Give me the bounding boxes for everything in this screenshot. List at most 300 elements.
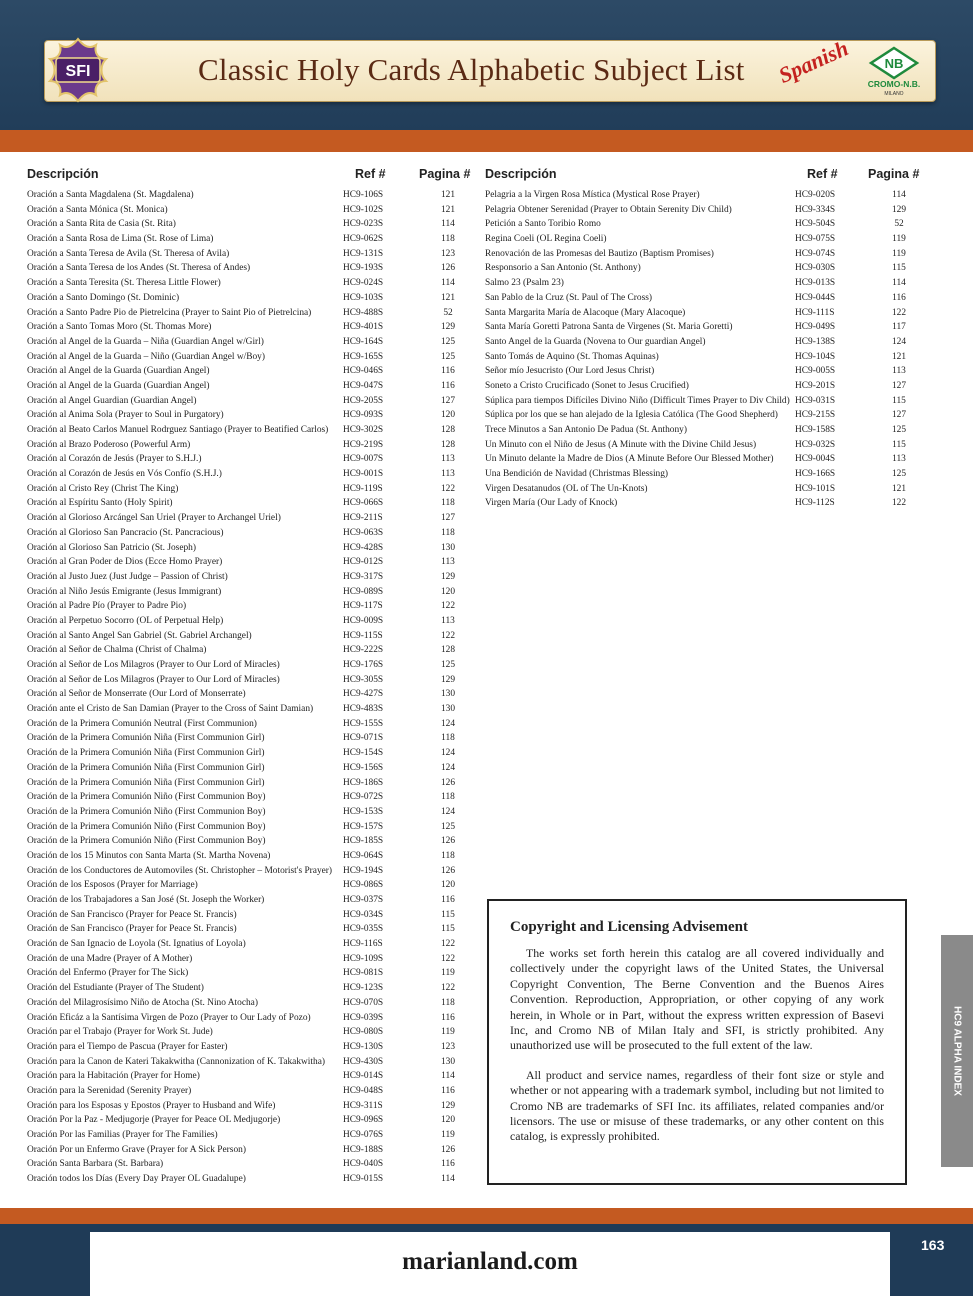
item-description: Soneto a Cristo Crucificado (Sonet to Jesus Crucified) [485,380,689,391]
item-page-number: 122 [440,483,456,494]
item-ref-number: HC9-305S [343,674,384,685]
item-ref-number: HC9-071S [343,733,384,744]
item-page-number: 128 [440,439,456,450]
item-ref-number: HC9-047S [343,380,384,391]
list-item [27,528,467,543]
item-ref-number: HC9-201S [795,380,836,391]
item-page-number: 113 [441,469,455,480]
item-ref-number: HC9-428S [343,542,384,553]
left-col-ref-header: Ref # [355,167,386,181]
item-description: Santa María Goretti Patrona Santa de Virgenes (St. Maria Goretti) [485,322,733,333]
list-item [27,1145,467,1160]
item-description: Oración al Señor de Chalma (Christ of Chalma) [27,645,207,656]
list-item [485,337,915,352]
item-ref-number: HC9-123S [343,983,384,994]
item-description: Santa Margarita María de Alacoque (Mary Alacoque) [485,307,686,318]
item-page-number: 113 [441,454,455,465]
item-page-number: 120 [440,410,456,421]
item-description: Una Bendición de Navidad (Christmas Blessing) [485,469,669,480]
item-page-number: 125 [440,660,456,670]
list-item [27,337,467,352]
item-ref-number: HC9-166S [795,469,836,480]
item-ref-number: HC9-111S [795,307,835,318]
list-item [27,1027,467,1042]
item-page-number: 127 [440,395,456,406]
left-subject-list [27,190,467,1189]
item-ref-number: HC9-072S [343,792,384,803]
item-ref-number: HC9-401S [343,322,384,333]
item-ref-number: HC9-070S [343,997,384,1008]
item-page-number: 116 [441,1085,455,1096]
list-item [27,205,467,220]
item-page-number: 126 [440,263,456,274]
list-item [485,469,915,484]
item-description: Oración de la Primera Comunión Niño (First Communion Boy) [27,792,266,803]
item-page-number: 121 [440,292,456,303]
list-item [485,263,915,278]
item-description: Oración para el Tiempo de Pascua (Prayer for Easter) [27,1041,228,1052]
list-item [27,895,467,910]
item-description: Oración de la Primera Comunión Niña (First Communion Girl) [27,733,265,744]
item-ref-number: HC9-483S [343,704,384,715]
item-ref-number: HC9-119S [343,483,383,494]
item-description: Oración de la Primera Comunión Niño (First Communion Boy) [27,806,266,817]
item-description: Señor mío Jesucristo (Our Lord Jesus Christ) [485,366,655,377]
list-item [27,836,467,851]
item-ref-number: HC9-165S [343,351,384,362]
list-item [27,983,467,998]
item-description: Un Minuto delante la Madre de Dios (A Minute Before Our Blessed Mother) [485,454,774,465]
list-item [485,410,915,425]
list-item [27,234,467,249]
item-ref-number: HC9-215S [795,410,836,421]
list-item [485,440,915,455]
item-description: Virgen Desatanudos (OL of The Un-Knots) [485,483,648,494]
item-page-number: 115 [441,924,455,935]
list-item [27,557,467,572]
item-ref-number: HC9-102S [343,204,384,215]
item-description: Súplica para tiempos Difíciles Divino Niño (Difficult Times Prayer to Div Child) [485,395,790,406]
item-description: Oración al Señor de Los Milagros (Prayer to Our Lord of Miracles) [27,674,280,685]
item-description: Oración al Niño Jesús Emigrante (Jesus Immigrant) [27,586,222,597]
item-description: Oración al Glorioso San Pancracio (St. Pancracious) [27,527,224,538]
item-description: Oración al Espíritu Santo (Holy Spirit) [27,498,173,509]
item-description: Oración de San Francisco (Prayer for Peace St. Francis) [27,909,237,920]
right-col-page-header: Pagina # [868,167,920,181]
item-ref-number: HC9-086S [343,880,384,891]
item-page-number: 121 [440,190,456,200]
item-ref-number: HC9-109S [343,953,384,964]
list-item [27,822,467,837]
item-page-number: 125 [891,425,907,435]
item-page-number: 114 [441,1071,455,1082]
item-page-number: 129 [440,571,456,582]
item-page-number: 122 [440,953,456,964]
item-ref-number: HC9-116S [343,939,383,950]
item-page-number: 130 [440,704,456,715]
item-ref-number: HC9-115S [343,630,383,641]
list-item [27,778,467,793]
item-ref-number: HC9-044S [795,292,836,303]
list-item [27,543,467,558]
item-page-number: 52 [894,219,904,230]
item-description: Oración de los 15 Minutos con Santa Marta (St. Martha Novena) [27,850,271,861]
item-ref-number: HC9-015S [343,1174,384,1185]
list-item [27,601,467,616]
item-ref-number: HC9-488S [343,307,384,318]
list-item [27,763,467,778]
item-page-number: 115 [892,263,906,274]
item-page-number: 129 [440,322,456,333]
spanish-label: Spanish [774,35,852,88]
item-page-number: 130 [440,542,456,553]
item-description: Oración al Beato Carlos Manuel Rodrguez Santiago (Prayer to Beatified Carlos) [27,425,329,435]
item-page-number: 120 [440,586,456,597]
item-ref-number: HC9-157S [343,821,384,832]
item-page-number: 119 [441,968,455,979]
item-page-number: 114 [441,1174,455,1185]
item-description: Oración para la Canon de Kateri Takakwitha (Cannonization of K. Takakwitha) [27,1056,325,1067]
item-ref-number: HC9-024S [343,278,384,289]
item-description: Responsorio a San Antonio (St. Anthony) [485,263,641,274]
item-ref-number: HC9-048S [343,1085,384,1096]
page-title: Classic Holy Cards Alphabetic Subject List [198,52,745,87]
item-page-number: 129 [440,674,456,685]
item-ref-number: HC9-080S [343,1027,384,1038]
item-ref-number: HC9-005S [795,366,836,377]
list-item [27,866,467,881]
item-page-number: 116 [441,895,455,905]
item-description: Oración Eficáz a la Santísima Virgen de Pozo (Prayer to Our Lady of Pozo) [27,1012,311,1023]
footer-url[interactable]: marianland.com [402,1248,578,1275]
list-item [27,381,467,396]
item-description: Oración al Angel Guardian (Guardian Angel) [27,395,197,406]
item-ref-number: HC9-096S [343,1115,384,1126]
item-ref-number: HC9-164S [343,336,384,347]
item-ref-number: HC9-032S [795,439,836,450]
item-page-number: 113 [441,557,455,568]
left-col-desc-header: Descripción [27,167,99,181]
item-description: Oración a Santa Rita de Casia (St. Rita) [27,219,176,230]
item-ref-number: HC9-193S [343,263,384,274]
item-page-number: 123 [440,1041,456,1052]
item-description: Oración de la Primera Comunión Niño (First Communion Boy) [27,836,266,847]
list-item [27,807,467,822]
item-page-number: 52 [443,307,453,318]
list-item [485,366,915,381]
list-item [485,498,915,513]
copyright-title: Copyright and Licensing Advisement [510,919,748,935]
item-description: Oración Por las Familias (Prayer for The Families) [27,1130,218,1140]
list-item [27,1042,467,1057]
list-item [27,704,467,719]
item-ref-number: HC9-186S [343,777,384,788]
list-item [27,689,467,704]
list-item [485,322,915,337]
item-page-number: 126 [440,777,456,788]
item-ref-number: HC9-030S [795,263,836,274]
item-ref-number: HC9-040S [343,1159,384,1170]
list-item [27,498,467,513]
item-page-number: 118 [441,527,455,538]
item-page-number: 121 [440,204,456,215]
item-page-number: 125 [440,821,456,832]
item-description: Oración al Gran Poder de Dios (Ecce Homo Prayer) [27,557,223,568]
item-page-number: 127 [891,380,907,391]
item-ref-number: HC9-093S [343,410,384,421]
item-page-number: 114 [892,190,906,200]
item-page-number: 118 [441,733,455,744]
item-description: Oración al Anima Sola (Prayer to Soul in Purgatory) [27,410,224,421]
item-description: Oración a Santa Teresa de los Andes (St. Theresa of Andes) [27,263,251,274]
item-page-number: 115 [892,395,906,406]
item-description: Oración Santa Barbara (St. Barbara) [27,1159,164,1170]
item-description: Oración de la Primera Comunión Niño (First Communion Boy) [27,821,266,832]
item-ref-number: HC9-131S [343,248,384,259]
item-page-number: 121 [891,483,907,494]
item-ref-number: HC9-014S [343,1071,384,1082]
list-item [27,939,467,954]
item-description: Oración a Santo Padre Pio de Pietrelcina (Prayer to Saint Pio of Pietrelcina) [27,307,312,318]
item-ref-number: HC9-188S [343,1144,384,1155]
list-item [27,1086,467,1101]
item-description: Regina Coeli (OL Regina Coeli) [485,234,607,245]
item-description: Oración Por un Enfermo Grave (Prayer for A Sick Person) [27,1144,246,1155]
item-description: Salmo 23 (Psalm 23) [485,278,564,289]
sfi-logo-text: SFI [65,63,91,80]
list-item [27,308,467,323]
item-page-number: 118 [441,850,455,861]
item-page-number: 120 [440,1115,456,1126]
item-ref-number: HC9-001S [343,469,384,480]
list-item [27,440,467,455]
item-description: Oración al Señor de Los Milagros (Prayer to Our Lord of Miracles) [27,660,280,670]
item-page-number: 114 [441,278,455,289]
list-item [27,1174,467,1189]
item-description: Santo Angel de la Guarda (Novena to Our guardian Angel) [485,336,706,347]
item-page-number: 115 [441,909,455,920]
item-description: Oración al Glorioso Arcángel San Uriel (Prayer to Archangel Uriel) [27,513,281,524]
list-item [27,587,467,602]
item-page-number: 115 [892,439,906,450]
item-ref-number: HC9-117S [343,601,383,612]
item-ref-number: HC9-062S [343,234,384,245]
item-page-number: 124 [440,718,456,729]
item-page-number: 121 [891,351,907,362]
item-ref-number: HC9-013S [795,278,836,289]
list-item [27,396,467,411]
item-description: Oración de la Primera Comunión Niña (First Communion Girl) [27,762,265,773]
item-page-number: 126 [440,1144,456,1155]
item-ref-number: HC9-023S [343,219,384,230]
item-ref-number: HC9-074S [795,248,836,259]
item-ref-number: HC9-219S [343,439,384,450]
list-item [27,293,467,308]
item-description: Oración al Angel de la Guarda – Niña (Guardian Angel w/Girl) [27,336,264,347]
item-ref-number: HC9-039S [343,1012,384,1023]
item-ref-number: HC9-154S [343,748,384,759]
item-description: Oración Por la Paz - Medjugorje (Prayer for Peace OL Medjugorje) [27,1115,281,1126]
item-page-number: 116 [441,1012,455,1023]
item-ref-number: HC9-034S [343,909,384,920]
item-ref-number: HC9-138S [795,336,836,347]
item-ref-number: HC9-194S [343,865,384,876]
item-ref-number: HC9-185S [343,836,384,847]
item-page-number: 124 [440,762,456,773]
list-item [27,1159,467,1174]
item-page-number: 117 [892,322,906,333]
item-page-number: 129 [891,204,907,215]
item-ref-number: HC9-075S [795,234,836,245]
page-number: 163 [921,1237,945,1253]
item-description: Oración todos los Días (Every Day Prayer OL Guadalupe) [27,1174,246,1185]
list-item [27,1013,467,1028]
item-ref-number: HC9-064S [343,850,384,861]
item-page-number: 118 [441,234,455,245]
list-item [485,454,915,469]
item-description: Oración a Santa Rosa de Lima (St. Rose of Lima) [27,234,214,245]
item-page-number: 126 [440,865,456,876]
list-item [27,660,467,675]
item-ref-number: HC9-046S [343,366,384,377]
item-page-number: 127 [891,410,907,421]
item-description: Oración a Santo Domingo (St. Dominic) [27,292,180,303]
item-ref-number: HC9-504S [795,219,836,230]
item-description: Oración de los Conductores de Automoviles (St. Christopher – Motorist's Prayer) [27,865,333,876]
item-description: Oración de la Primera Comunión Niña (First Communion Girl) [27,748,265,759]
item-page-number: 119 [892,234,906,245]
list-item [27,910,467,925]
list-item [27,469,467,484]
item-page-number: 124 [891,336,907,347]
item-page-number: 122 [440,630,456,641]
item-page-number: 128 [440,645,456,656]
list-item [485,484,915,499]
item-description: Oración al Angel de la Guarda (Guardian Angel) [27,366,210,377]
item-description: Oración a Santa Mónica (St. Monica) [27,204,168,215]
item-ref-number: HC9-302S [343,425,384,435]
list-item [27,454,467,469]
item-page-number: 125 [440,351,456,362]
item-description: Oración para los Esposas y Epostos (Prayer to Husband and Wife) [27,1100,276,1111]
item-page-number: 127 [440,513,456,524]
item-page-number: 119 [892,248,906,259]
list-item [27,1115,467,1130]
list-item [27,513,467,528]
item-page-number: 129 [440,1100,456,1111]
list-item [27,190,467,205]
header-accent-stripe [0,130,973,152]
item-page-number: 128 [440,425,456,435]
item-page-number: 119 [441,1027,455,1038]
list-item [27,1101,467,1116]
item-page-number: 118 [441,498,455,509]
item-page-number: 113 [441,615,455,626]
list-item [27,1130,467,1145]
item-description: Oración al Glorioso San Patricio (St. Joseph) [27,542,196,553]
item-ref-number: HC9-222S [343,645,384,656]
list-item [485,234,915,249]
list-item [485,293,915,308]
item-page-number: 125 [440,336,456,347]
section-side-tab [941,935,973,1167]
item-description: Oración ante el Cristo de San Damian (Prayer to the Cross of Saint Damian) [27,704,314,715]
item-ref-number: HC9-035S [343,924,384,935]
item-description: Oración para la Habitación (Prayer for Home) [27,1071,200,1082]
nb-logo-caption: CROMO-N.B. [867,79,921,89]
item-ref-number: HC9-106S [343,190,384,200]
item-description: Oración de San Francisco (Prayer for Peace St. Francis) [27,924,237,935]
list-item [27,219,467,234]
list-item [27,631,467,646]
item-ref-number: HC9-156S [343,762,384,773]
item-description: Oración al Angel de la Guarda – Niño (Guardian Angel w/Boy) [27,351,265,362]
list-item [27,954,467,969]
item-description: San Pablo de la Cruz (St. Paul of The Cross) [485,292,652,303]
item-description: Oración al Corazón de Jesús (Prayer to S.H.J.) [27,454,202,465]
item-page-number: 116 [441,1159,455,1170]
item-page-number: 124 [440,748,456,759]
item-description: Oración al Angel de la Guarda (Guardian Angel) [27,380,210,391]
item-description: Santo Tomás de Aquino (St. Thomas Aquinas) [485,351,659,362]
item-page-number: 122 [440,601,456,612]
item-page-number: 124 [440,806,456,817]
item-page-number: 116 [892,292,906,303]
list-item [27,1071,467,1086]
list-item [27,278,467,293]
list-item [485,278,915,293]
copyright-paragraph-1: The works set forth herein this catalog are all covered individually and collectively under the copyright laws of the United States, the Universal Copyright Convention, The Berne Convention and the Buenos Aires Convention. Reproduction, Appropriation, or other copying of any work herein, in Whole or in Part, without the express written expression of Basevi Inc, and Cromo NB of Milan Italy and SFI, is strictly prohibited. Any unauthorized use will be prosecuted to the full extent of the law. [510,946,884,1053]
list-item [27,998,467,1013]
item-ref-number: HC9-430S [343,1056,384,1067]
item-ref-number: HC9-081S [343,968,384,979]
list-item [485,425,915,440]
item-page-number: 113 [892,454,906,465]
list-item [27,616,467,631]
list-item [27,410,467,425]
item-page-number: 122 [891,307,907,318]
item-description: Oración del Estudiante (Prayer of The Student) [27,983,204,994]
item-description: Oración del Milagrosísimo Niño de Atocha (St. Nino Atocha) [27,997,258,1008]
item-ref-number: HC9-101S [795,483,836,494]
item-description: Oración a Santa Teresa de Avila (St. Theresa of Avila) [27,248,230,259]
item-ref-number: HC9-049S [795,322,836,333]
item-description: Oración de los Trabajadores a San José (St. Joseph the Worker) [27,895,265,905]
item-description: Petición a Santo Toribio Romo [485,219,601,230]
item-ref-number: HC9-153S [343,806,384,817]
item-description: Oración al Santo Angel San Gabriel (St. Gabriel Archangel) [27,630,252,641]
item-page-number: 113 [892,366,906,377]
item-page-number: 130 [440,689,456,700]
item-description: Virgen María (Our Lady of Knock) [485,498,618,509]
item-description: Oración par el Trabajo (Prayer for Work St. Jude) [27,1027,213,1038]
right-col-desc-header: Descripción [485,167,557,181]
item-description: Oración de los Esposos (Prayer for Marriage) [27,880,198,891]
item-ref-number: HC9-037S [343,895,384,905]
item-description: Oración al Justo Juez (Just Judge – Passion of Christ) [27,571,228,582]
list-item [485,308,915,323]
item-description: Oración al Corazón de Jesús en Vós Confío (S.H.J.) [27,469,222,480]
list-item [27,851,467,866]
item-page-number: 126 [440,836,456,847]
sfi-logo [42,37,114,103]
nb-logo-text: NB [884,56,904,71]
item-description: Oración de San Ignacio de Loyola (St. Ignatius of Loyola) [27,939,246,950]
list-item [27,748,467,763]
list-item [485,219,915,234]
item-ref-number: HC9-012S [343,557,384,568]
list-item [27,1057,467,1072]
